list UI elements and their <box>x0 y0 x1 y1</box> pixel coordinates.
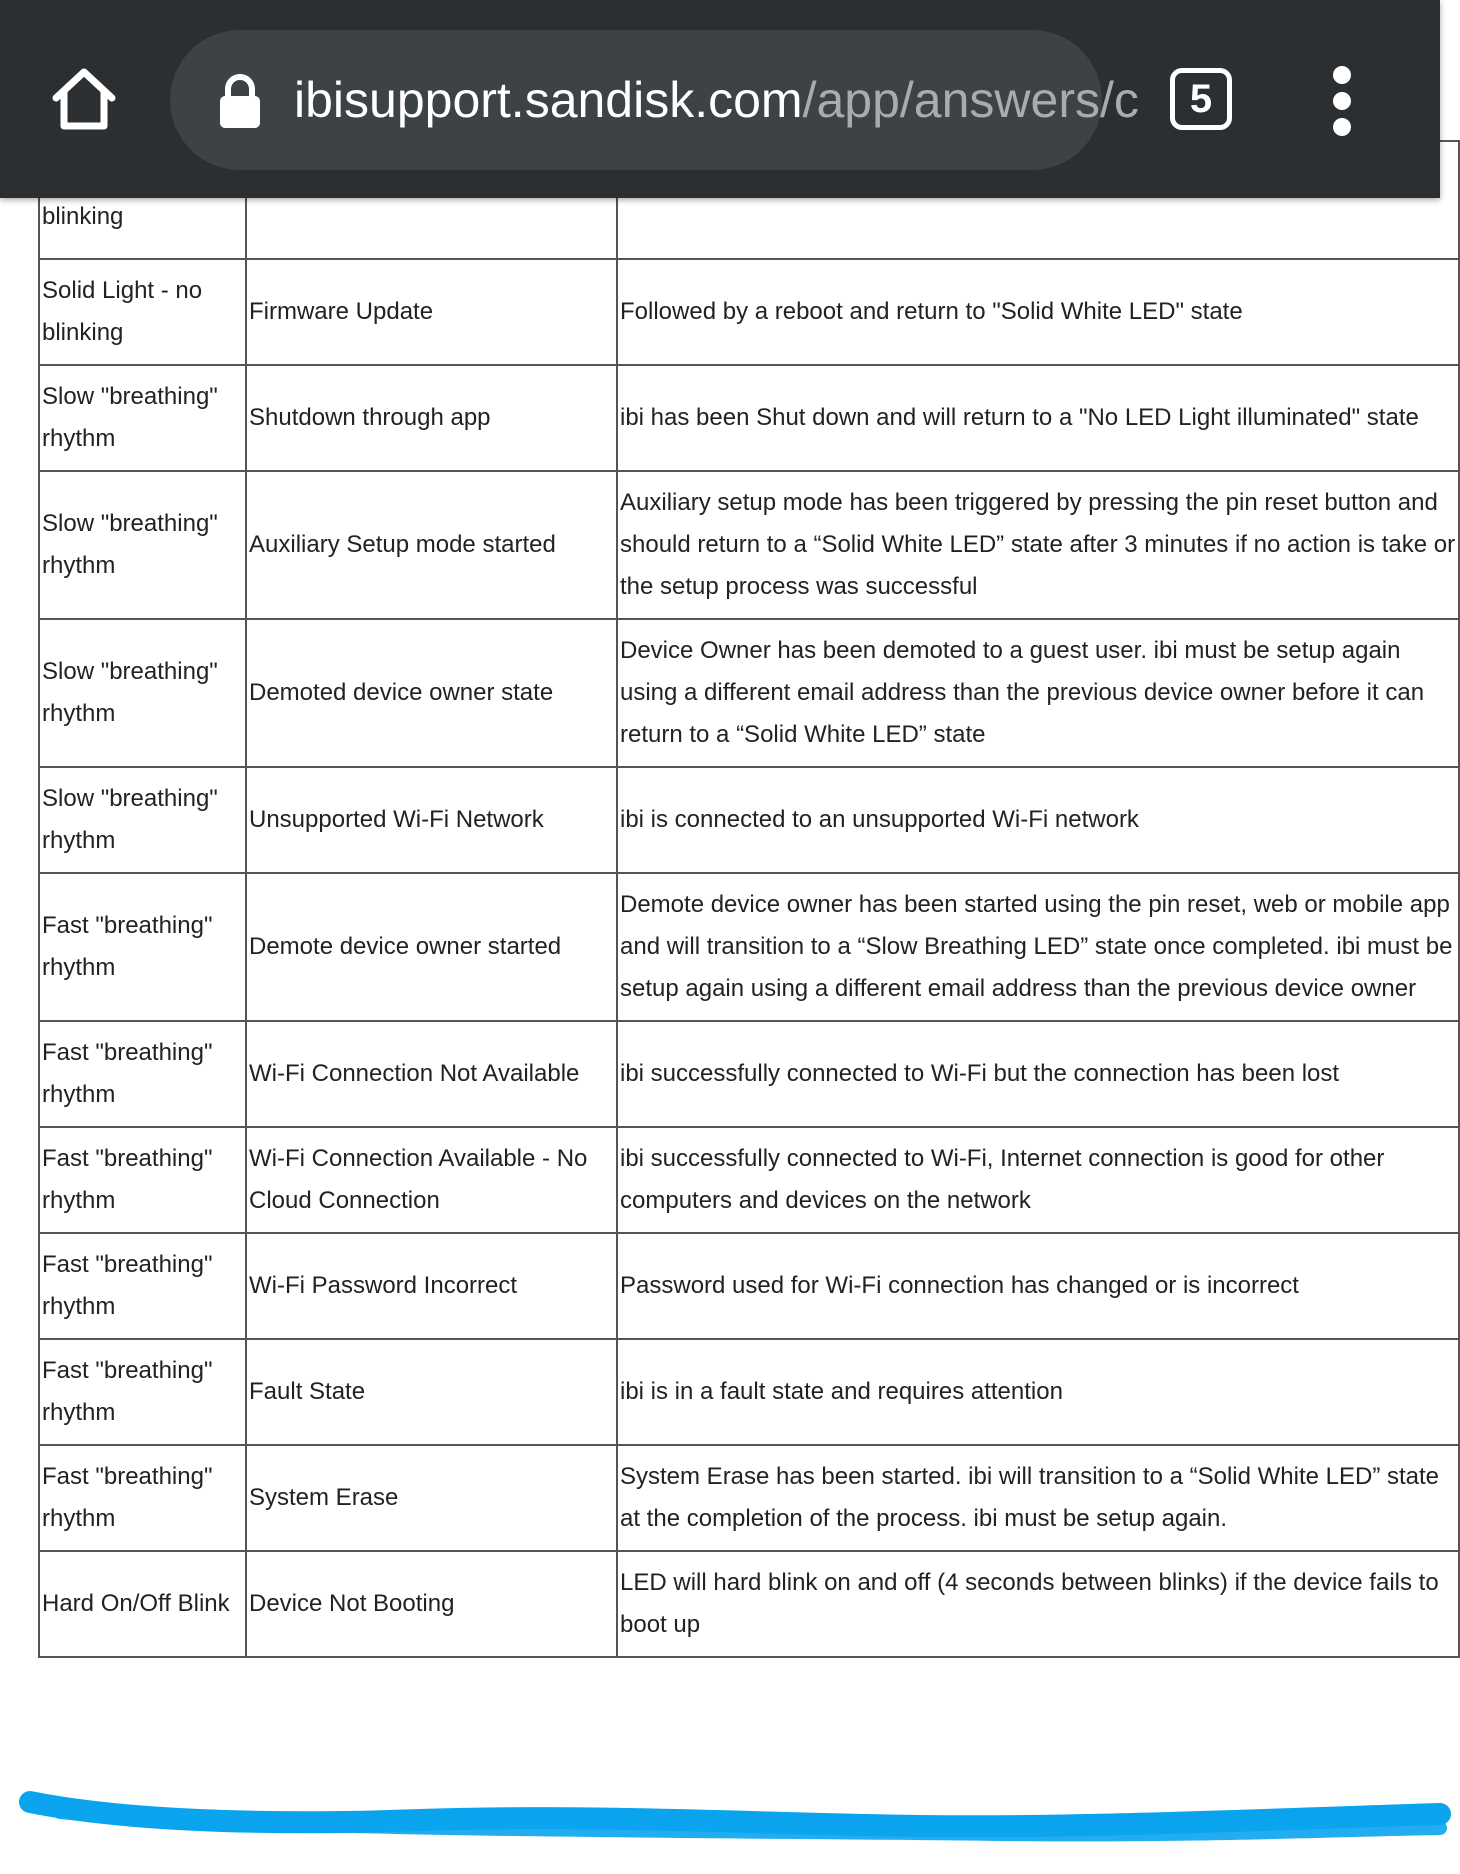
led-status-table <box>38 140 1458 1658</box>
device-state-cell <box>246 1551 617 1657</box>
device-state-text: Demote device owner started <box>249 933 562 960</box>
description-text: ibi has been Shut down and will return to a "No LED Light illuminated" state <box>620 404 1419 431</box>
description-cell <box>617 767 1459 873</box>
led-pattern-text: Fast "breathing" rhythm <box>42 1145 213 1214</box>
description-text: ibi successfully connected to Wi-Fi, Internet connection is good for other computers and devices on the network <box>620 1145 1385 1214</box>
device-state-cell <box>246 1445 617 1551</box>
menu-dot <box>1333 66 1351 84</box>
led-pattern-text: Fast "breathing" rhythm <box>42 912 213 981</box>
home-icon <box>48 62 120 134</box>
device-state-text: Wi-Fi Connection Not Available <box>249 1060 580 1087</box>
description-text: Followed by a reboot and return to "Solid White LED" state <box>620 298 1243 325</box>
description-text: Auxiliary setup mode has been triggered by pressing the pin reset button and should return to a “Solid White LED” state after 3 minutes if no action is take or the setup process was successful <box>620 489 1456 600</box>
tab-switcher-button[interactable]: 5 <box>1170 68 1232 130</box>
led-pattern-text: Slow "breathing" rhythm <box>42 510 218 579</box>
table-row <box>39 873 1459 1021</box>
led-pattern-cell <box>39 767 246 873</box>
device-state-cell <box>246 767 617 873</box>
device-state-text: Shutdown through app <box>249 404 491 431</box>
menu-dot <box>1333 118 1351 136</box>
lock-icon <box>218 74 262 128</box>
led-pattern-text: Solid Light - no blinking <box>42 277 203 346</box>
led-pattern-cell <box>39 471 246 619</box>
description-text: Device Owner has been demoted to a guest user. ibi must be setup again using a different email address than the previous device owner before it can return to a “Solid White LED” state <box>620 637 1425 748</box>
led-pattern-cell <box>39 259 246 365</box>
device-state-text: System Erase <box>249 1484 399 1511</box>
led-pattern-cell <box>39 365 246 471</box>
table-row <box>39 471 1459 619</box>
description-cell <box>617 1233 1459 1339</box>
led-pattern-cell <box>39 1445 246 1551</box>
description-cell <box>617 619 1459 767</box>
description-text: ibi successfully connected to Wi-Fi but the connection has been lost <box>620 1060 1340 1087</box>
table-row <box>39 365 1459 471</box>
description-text: ibi is in a fault state and requires attention <box>620 1378 1063 1405</box>
blue-underline-annotation <box>0 1780 1440 1874</box>
table-row <box>39 1233 1459 1339</box>
table-row <box>39 1127 1459 1233</box>
table-row <box>39 1551 1459 1657</box>
device-state-cell <box>246 1127 617 1233</box>
led-pattern-cell <box>39 873 246 1021</box>
led-pattern-text: Slow "breathing" rhythm <box>42 658 218 727</box>
description-cell <box>617 1445 1459 1551</box>
device-state-cell <box>246 471 617 619</box>
description-cell <box>617 1339 1459 1445</box>
device-state-text: Wi-Fi Password Incorrect <box>249 1272 518 1299</box>
description-cell <box>617 1021 1459 1127</box>
description-cell <box>617 1127 1459 1233</box>
description-cell <box>617 873 1459 1021</box>
led-pattern-text: Fast "breathing" rhythm <box>42 1357 213 1426</box>
description-text: Demote device owner has been started using the pin reset, web or mobile app and will transition to a “Slow Breathing LED” state once completed. ibi must be setup again using a different email address than the previous device owner <box>620 891 1453 1002</box>
led-pattern-cell <box>39 1021 246 1127</box>
home-button[interactable] <box>44 58 124 138</box>
description-text: Password used for Wi-Fi connection has changed or is incorrect <box>620 1272 1299 1299</box>
led-pattern-cell <box>39 1233 246 1339</box>
table-row <box>39 767 1459 873</box>
url-host: ibisupport.sandisk.com <box>294 72 803 128</box>
led-pattern-text: Slow "breathing" rhythm <box>42 383 218 452</box>
description-cell <box>617 259 1459 365</box>
browser-toolbar <box>0 0 1440 198</box>
device-state-cell <box>246 259 617 365</box>
led-pattern-text: Fast "breathing" rhythm <box>42 1039 213 1108</box>
device-state-text: Unsupported Wi-Fi Network <box>249 806 544 833</box>
device-state-cell <box>246 1233 617 1339</box>
device-state-cell <box>246 873 617 1021</box>
device-state-text: Auxiliary Setup mode started <box>249 531 556 558</box>
device-state-cell <box>246 619 617 767</box>
device-state-text: Fault State <box>249 1378 366 1405</box>
table-row <box>39 259 1459 365</box>
description-cell <box>617 1551 1459 1657</box>
device-state-text: Firmware Update <box>249 298 434 325</box>
description-text: System Erase has been started. ibi will transition to a “Solid White LED” state at the completion of the process. ibi must be setup again. <box>620 1463 1440 1532</box>
led-pattern-text: Fast "breathing" rhythm <box>42 1463 213 1532</box>
url-text <box>294 30 1139 170</box>
led-pattern-text: Fast "breathing" rhythm <box>42 1251 213 1320</box>
description-cell <box>617 365 1459 471</box>
led-pattern-text: blinking <box>42 203 124 230</box>
address-bar[interactable] <box>170 30 1139 170</box>
description-cell <box>617 471 1459 619</box>
device-state-text: Demoted device owner state <box>249 679 554 706</box>
device-state-cell <box>246 1021 617 1127</box>
table-row <box>39 1339 1459 1445</box>
led-pattern-text: Hard On/Off Blink <box>42 1590 230 1617</box>
led-pattern-text: Slow "breathing" rhythm <box>42 785 218 854</box>
device-state-cell <box>246 1339 617 1445</box>
description-text: LED will hard blink on and off (4 seconds between blinks) if the device fails to boot up <box>620 1569 1439 1638</box>
table-row <box>39 1021 1459 1127</box>
led-pattern-cell <box>39 1339 246 1445</box>
menu-dot <box>1333 92 1351 110</box>
device-state-text: Wi-Fi Connection Available - No Cloud Connection <box>249 1145 588 1214</box>
url-path: /app/answers/c <box>802 72 1139 128</box>
table-row <box>39 619 1459 767</box>
led-pattern-cell <box>39 619 246 767</box>
device-state-text: Device Not Booting <box>249 1590 455 1617</box>
table-row <box>39 1445 1459 1551</box>
more-vert-icon[interactable] <box>1320 66 1364 136</box>
led-pattern-cell <box>39 1127 246 1233</box>
led-pattern-cell <box>39 1551 246 1657</box>
description-text: ibi is connected to an unsupported Wi-Fi network <box>620 806 1139 833</box>
device-state-cell <box>246 365 617 471</box>
